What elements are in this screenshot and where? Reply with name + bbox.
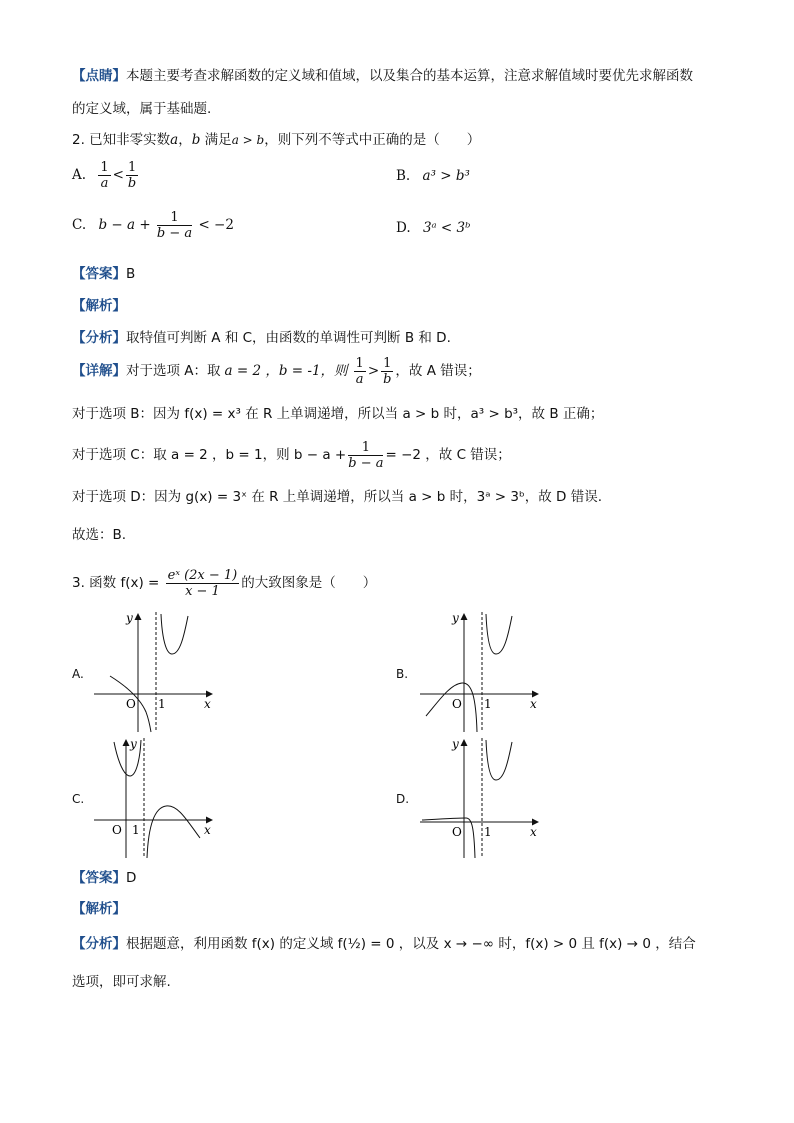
q2-var-b: b [191,132,201,148]
q2-option-a: A. $\frac{1}{a}$ < $\frac{1}{b}$ [72,160,137,191]
note-tag: 【点睛】 [72,68,126,84]
q2-detail-a-end: ，故 A 错误； [395,363,481,379]
q2-var-a: a [170,132,179,148]
q2-option-b [396,166,470,186]
q2-detail-a-text: 对于选项 A：取 [126,363,221,379]
q2-detail-a-frac-1: $\frac{1}{a}$ [355,356,364,387]
note-text-1: 本题主要考查求解函数的定义域和值域，以及集合的基本运算，注意求解值域时要优先求解函数 [126,68,693,84]
origin-label: O [126,697,136,711]
q2-option-c-label: C. [72,217,87,233]
q2-option-d [396,218,470,238]
tick-one: 1 [132,823,140,837]
q2-answer-tag: 【答案】 [72,266,126,282]
y-label: y [126,611,133,625]
q3-fenxi-text-1: 根据题意，利用函数 f(x) 的定义域 f(½) = 0 ，以及 x → −∞ 时，f(x) > 0 且 f(x) → 0 ，结合 [126,936,696,952]
curve-right [161,614,188,654]
q2-choose-text: 故选：B. [72,527,127,543]
q2-option-c-left: b − a + [98,217,151,233]
q2-option-a-frac-right: $\frac{1}{b}$ [127,160,137,191]
curve-right [486,740,512,780]
q3-answer-tag: 【答案】 [72,870,126,886]
x-label: x [204,697,211,711]
q3-fenxi-tag: 【分析】 [72,936,126,952]
q2-answer-value: B [126,266,136,282]
q2-detail-c [72,440,511,471]
note-line-2 [72,99,211,119]
q2-option-b-expr: a³ > b³ [422,168,470,184]
q2-analysis-tag: 【解析】 [72,298,126,314]
q2-choose [72,525,126,545]
q2-detail-a-frac-2: $\frac{1}{b}$ [383,356,392,387]
x-label: x [530,697,537,711]
q2-condition: a > b [231,133,265,147]
y-label: y [130,737,137,751]
origin-label: O [452,697,462,711]
q3-graph-c [90,734,220,859]
q2-detail-d-text: 对于选项 D：因为 g(x) = 3ˣ 在 R 上单调递增，所以当 a > b 时，3ᵃ > 3ᵇ，故 D 错误. [72,489,603,505]
q3-graph-b [416,608,546,733]
y-label: y [452,611,459,625]
q2-fenxi-tag: 【分析】 [72,330,126,346]
origin-label: O [112,823,122,837]
q3-analysis [72,899,126,919]
curve-left [422,818,475,858]
tick-one: 1 [484,825,492,839]
q3-answer [72,868,136,888]
q2-detail-a: 【详解】对于选项 A：取 a = 2 ，b = -1，则 $\frac{1}{a}$ > $\frac{1}{b}$ ，故 A 错误； [72,356,481,387]
q3-graph-a [90,608,220,733]
q2-fenxi-text: 取特值可判断 A 和 C，由函数的单调性可判断 B 和 D. [126,330,451,346]
x-label: x [530,825,537,839]
q2-detail-b [72,404,603,424]
q2-answer [72,264,135,284]
x-label: x [204,823,211,837]
q2-stem-prefix: 2. 已知非零实数 [72,132,171,148]
q3-analysis-tag: 【解析】 [72,901,126,917]
q2-detail-b-text: 对于选项 B：因为 f(x) = x³ 在 R 上单调递增，所以当 a > b 时，a³ > b³，故 B 正确； [72,406,604,422]
curve-right [486,614,512,654]
q3-stem [72,568,376,599]
tick-one: 1 [484,697,492,711]
note-line-1 [72,66,693,86]
q2-option-a-label: A. [72,167,87,183]
q3-answer-value: D [126,870,137,886]
q2-detail-tag: 【详解】 [72,363,126,379]
q2-option-a-frac-left: $\frac{1}{a}$ [100,160,109,191]
q3-graph-c-label: C. [72,792,85,806]
q2-stem-suffix: ，则下列不等式中正确的是（ ） [264,132,481,148]
q3-graph-d-label: D. [396,792,410,806]
q3-fenxi-text-2: 选项，即可求解. [72,974,171,990]
q3-graph-b-label: B. [396,667,409,681]
q3-graph-d [416,734,546,859]
q3-stem-prefix: 3. 函数 f(x) = [72,575,160,591]
q2-option-b-label: B. [396,168,411,184]
q2-detail-c-end: = −2 ，故 C 错误； [385,447,511,463]
y-label: y [452,737,459,751]
origin-label: O [452,825,462,839]
q2-option-c-frac: $\frac{1}{b - a}$ [156,210,193,241]
q2-option-d-expr: 3ᵃ < 3ᵇ [422,220,471,236]
q2-option-d-label: D. [396,220,411,236]
q3-function-frac: $\frac{\text{eˣ (2x − 1)}}{x - 1}$ [167,568,238,599]
q3-fenxi-2 [72,972,171,992]
curve-left [114,740,141,776]
q2-analysis [72,296,126,316]
q2-comma: ， [178,132,192,148]
tick-one: 1 [158,697,166,711]
q2-detail-c-start: 对于选项 C：取 a = 2 ，b = 1，则 b − a + [72,447,347,463]
q3-graph-a-label: A. [72,667,84,681]
curve-right [147,806,200,858]
q2-stem [72,130,480,150]
q3-stem-suffix: 的大致图象是（ ） [241,575,377,591]
q2-option-c-right: < −2 [198,217,234,233]
note-text-2: 的定义域，属于基础题. [72,101,212,117]
q2-detail-d [72,487,602,507]
q2-fenxi [72,328,451,348]
q2-stem-mid: 满足 [200,132,232,148]
q2-detail-c-frac: $\frac{1}{b - a}$ [348,440,384,471]
q2-detail-a-vals: a = 2 ，b = -1，则 [224,363,348,379]
q3-fenxi-1 [72,934,696,954]
q2-option-c [72,210,234,241]
